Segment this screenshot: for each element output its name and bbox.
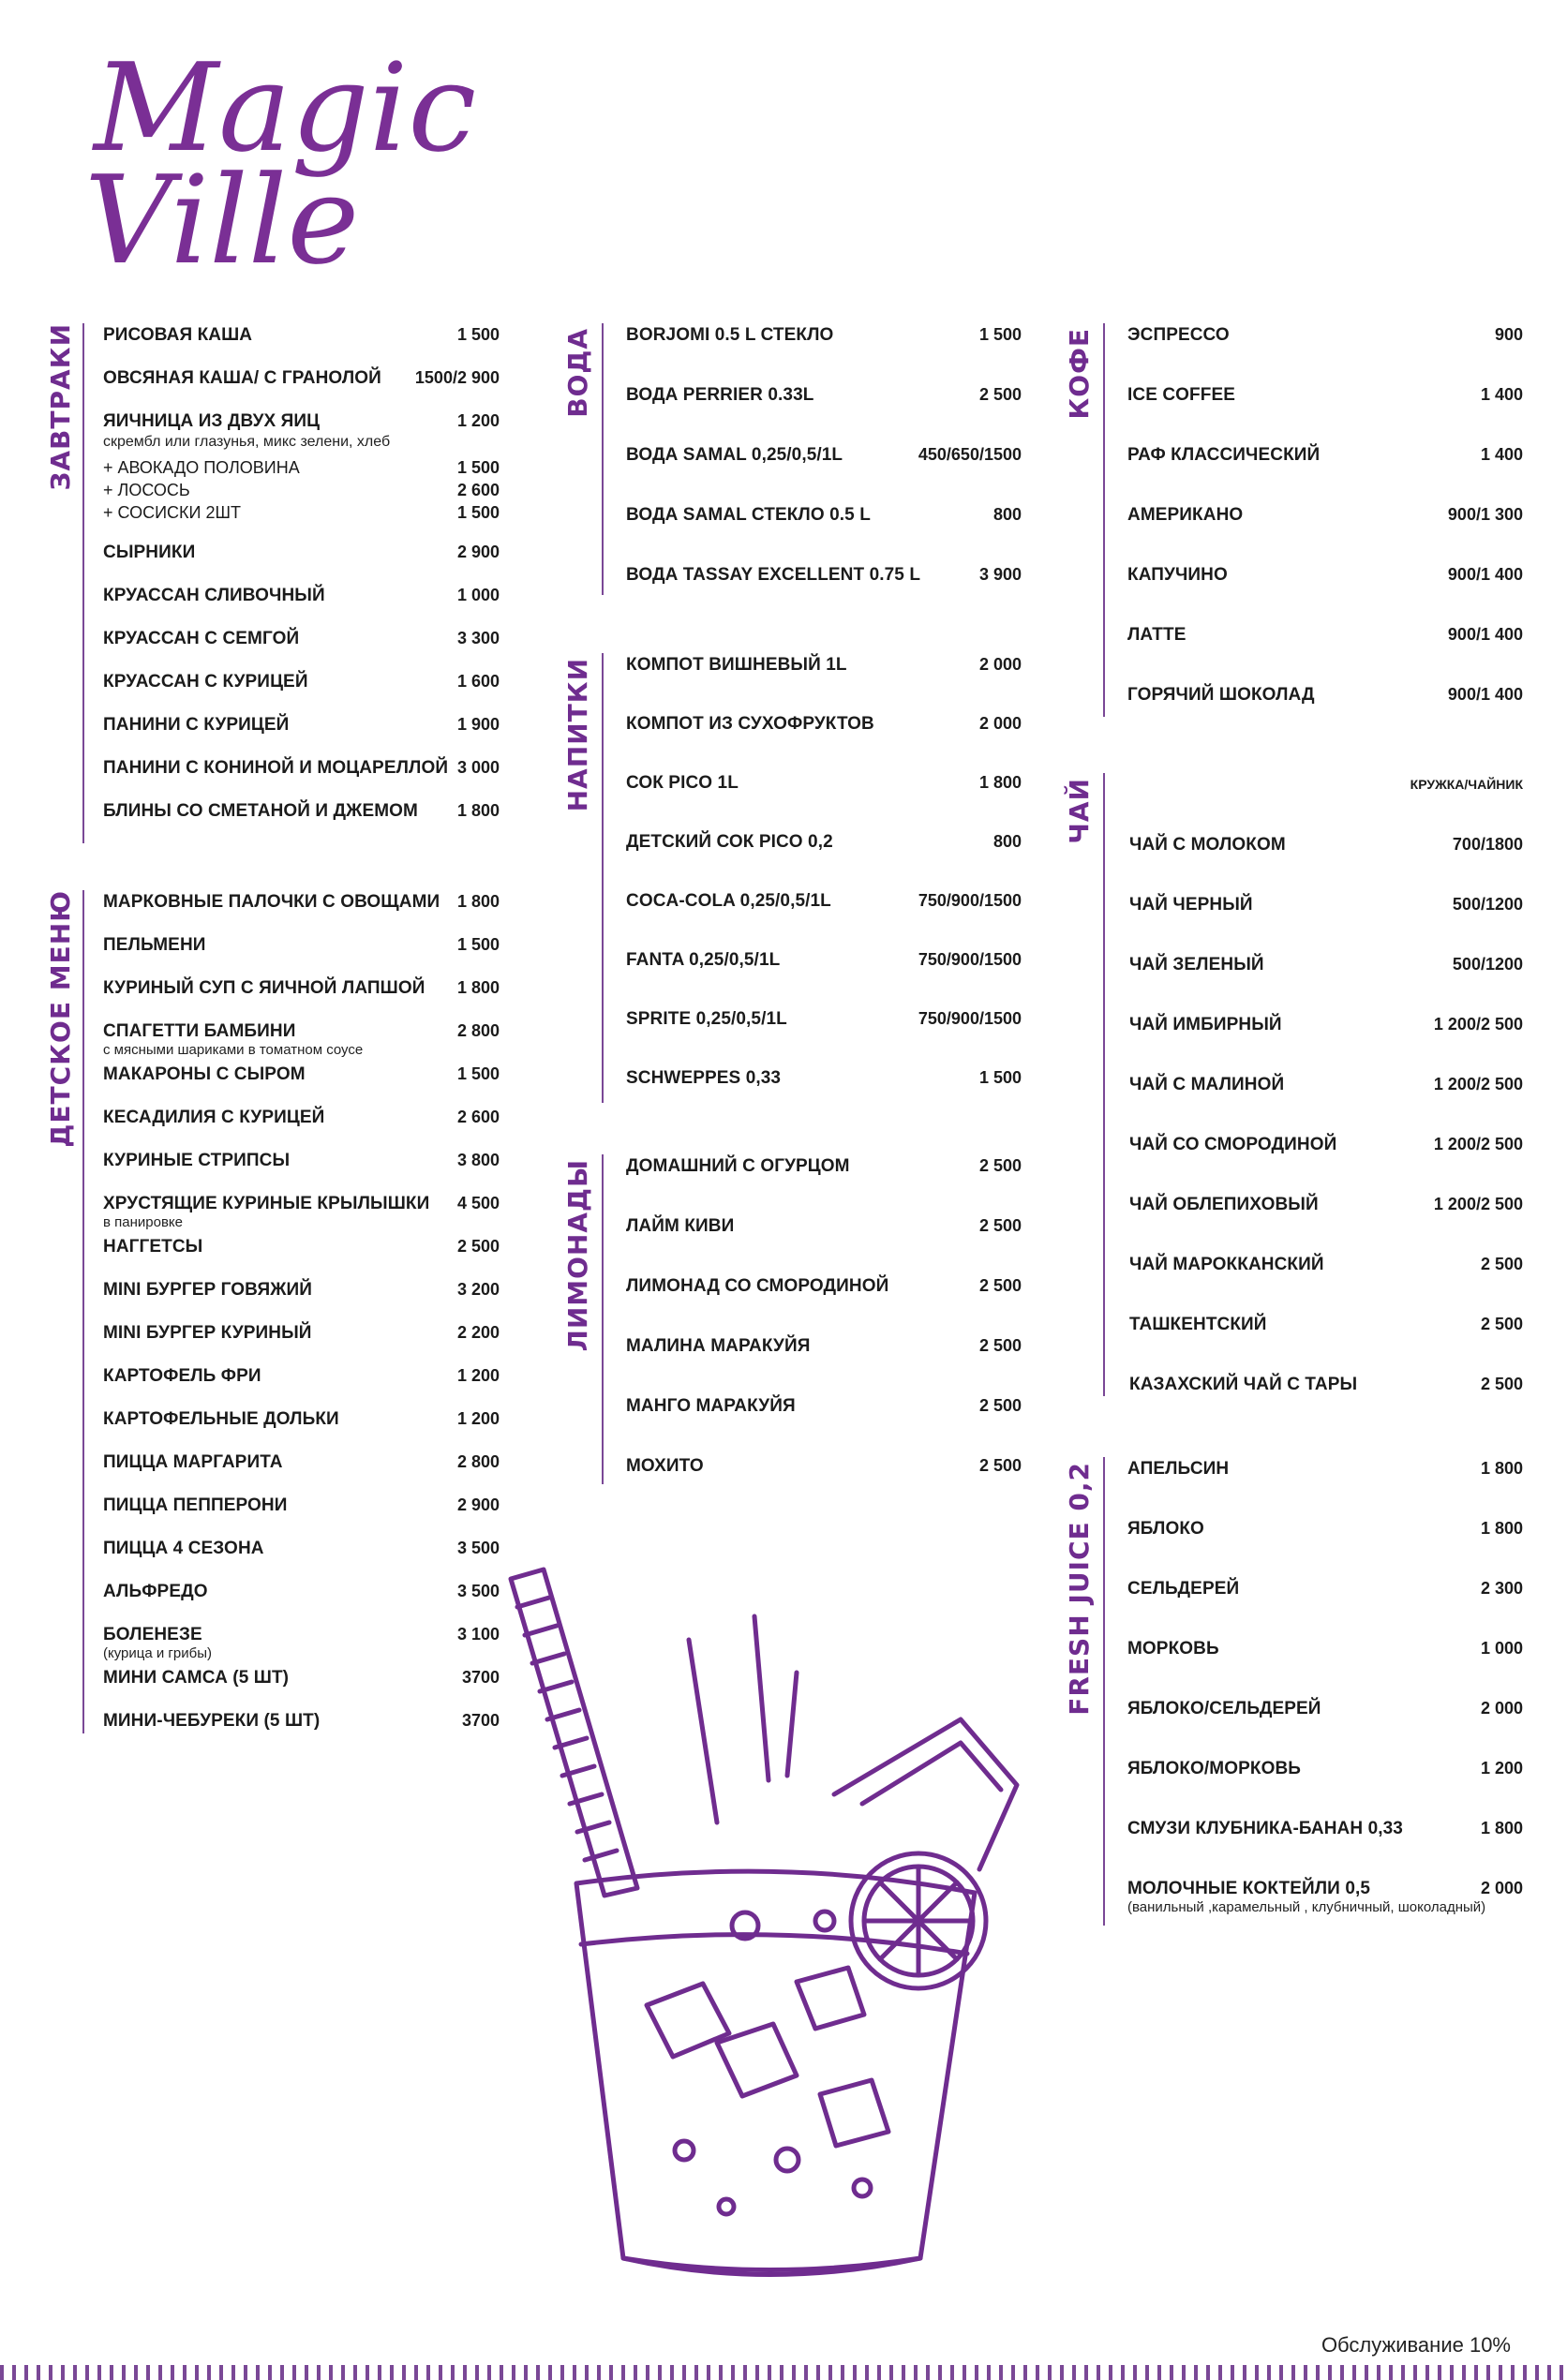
menu-item: ТАШКЕНТСКИЙ 2 500 [1129,1315,1523,1334]
menu-item: ВОДА SAMAL 0,25/0,5/1L 450/650/1500 [626,445,1022,465]
menu-item: ЯБЛОКО 1 800 [1127,1519,1523,1539]
menu-item: COCA-COLA 0,25/0,5/1L 750/900/1500 [626,891,1022,911]
section-breakfast [45,323,500,843]
menu-addon: + АВОКАДО ПОЛОВИНА 1 500 [103,458,500,477]
menu-item: MINI БУРГЕР ГОВЯЖИЙ 3 200 [103,1280,500,1300]
menu-item: МАНГО МАРАКУЙЯ 2 500 [626,1396,1022,1416]
menu-item: КРУАССАН С СЕМГОЙ 3 300 [103,629,500,648]
magic-ville-logo [75,37,477,291]
menu-item: МОРКОВЬ 1 000 [1127,1639,1523,1659]
section-tea [1064,773,1523,1396]
menu-item: ЧАЙ ИМБИРНЫЙ 1 200/2 500 [1129,1015,1523,1034]
menu-item: БОЛЕНЕЗЕ 3 100 (курица и грибы) [103,1625,500,1661]
menu-item: ЧАЙ МАРОККАНСКИЙ 2 500 [1129,1255,1523,1274]
section-divider-drinks [602,653,604,1103]
menu-item: ICE COFFEE 1 400 [1127,385,1523,405]
menu-item: КРУАССАН С КУРИЦЕЙ 1 600 [103,672,500,692]
section-title-kids-menu: ДЕТСКОЕ МЕНЮ [45,890,76,1148]
menu-item: ПИЦЦА МАРГАРИТА 2 800 [103,1452,500,1472]
section-kids-menu [45,890,500,1733]
menu-item: ЧАЙ ЗЕЛЕНЫЙ 500/1200 [1129,955,1523,974]
menu-item: ХРУСТЯЩИЕ КУРИНЫЕ КРЫЛЫШКИ 4 500 в панировке [103,1194,500,1230]
menu-item: КУРИНЫЕ СТРИПСЫ 3 800 [103,1151,500,1170]
menu-item: ЧАЙ ЧЕРНЫЙ 500/1200 [1129,895,1523,915]
menu-item: ЛАЙМ КИВИ 2 500 [626,1216,1022,1236]
tea-size-hint: КРУЖКА/ЧАЙНИК [1410,777,1523,792]
section-fresh-juice [1064,1457,1523,1930]
menu-item: ЧАЙ СО СМОРОДИНОЙ 1 200/2 500 [1129,1135,1523,1154]
menu-item: ЧАЙ С МАЛИНОЙ 1 200/2 500 [1129,1075,1523,1094]
menu-item: МОЛОЧНЫЕ КОКТЕЙЛИ 0,5 2 000 (ванильный ,карамельный , клубничный, шоколадный) [1127,1879,1523,1915]
menu-item: ПИЦЦА 4 СЕЗОНА 3 500 [103,1539,500,1558]
section-lemonades [562,1154,1022,1484]
menu-item: МАЛИНА МАРАКУЙЯ 2 500 [626,1336,1022,1356]
menu-item: КОМПОТ ИЗ СУХОФРУКТОВ 2 000 [626,714,1022,734]
section-water [562,323,1022,595]
menu-item: МАРКОВНЫЕ ПАЛОЧКИ С ОВОЩАМИ 1 800 [103,892,500,912]
menu-item: БЛИНЫ СО СМЕТАНОЙ И ДЖЕМОМ 1 800 [103,801,500,821]
menu-item: ВОДА PERRIER 0.33L 2 500 [626,385,1022,405]
menu-item: КЕСАДИЛИЯ С КУРИЦЕЙ 2 600 [103,1108,500,1127]
menu-item: СОК PICO 1L 1 800 [626,773,1022,793]
menu-item: КРУАССАН СЛИВОЧНЫЙ 1 000 [103,586,500,605]
menu-item: КАРТОФЕЛЬНЫЕ ДОЛЬКИ 1 200 [103,1409,500,1429]
menu-item: КАПУЧИНО 900/1 400 [1127,565,1523,585]
menu-item: АПЕЛЬСИН 1 800 [1127,1459,1523,1479]
menu-item: КАРТОФЕЛЬ ФРИ 1 200 [103,1366,500,1386]
logo-line-1: Magic [94,37,477,179]
menu-item: ЧАЙ С МОЛОКОМ 700/1800 [1129,835,1523,855]
section-coffee [1064,323,1523,717]
menu-item: ЯБЛОКО/МОРКОВЬ 1 200 [1127,1759,1523,1778]
menu-item: НАГГЕТСЫ 2 500 [103,1237,500,1257]
menu-item: РАФ КЛАССИЧЕСКИЙ 1 400 [1127,445,1523,465]
menu-item: ЛАТТЕ 900/1 400 [1127,625,1523,645]
menu-item: КУРИНЫЙ СУП С ЯИЧНОЙ ЛАПШОЙ 1 800 [103,978,500,998]
section-divider-tea [1103,773,1105,1396]
menu-item: СПАГЕТТИ БАМБИНИ 2 800 с мясными шариками в томатном соусе [103,1021,500,1058]
menu-item: ПАНИНИ С КОНИНОЙ И МОЦАРЕЛЛОЙ 3 000 [103,758,500,778]
cocktail-illustration [487,1551,1068,2300]
section-title-tea: ЧАЙ [1064,778,1095,844]
section-divider-breakfast [82,323,84,843]
menu-item: ЛИМОНАД СО СМОРОДИНОЙ 2 500 [626,1276,1022,1296]
section-drinks [562,653,1022,1103]
menu-item: СЕЛЬДЕРЕЙ 2 300 [1127,1579,1523,1599]
menu-item: ВОДА TASSAY EXCELLENT 0.75 L 3 900 [626,565,1022,585]
section-title-coffee: КОФЕ [1064,328,1095,420]
menu-item: ЯБЛОКО/СЕЛЬДЕРЕЙ 2 000 [1127,1699,1523,1718]
menu-item: ЯИЧНИЦА ИЗ ДВУХ ЯИЦ 1 200 скрембл или глазунья, микс зелени, хлеб [103,411,500,450]
menu-item: МАКАРОНЫ С СЫРОМ 1 500 [103,1064,500,1084]
section-divider-lemonades [602,1154,604,1484]
menu-item: ГОРЯЧИЙ ШОКОЛАД 900/1 400 [1127,685,1523,705]
menu-item: МИНИ-ЧЕБУРЕКИ (5 ШТ) 3700 [103,1711,500,1731]
menu-item: АМЕРИКАНО 900/1 300 [1127,505,1523,525]
section-divider-coffee [1103,323,1105,717]
menu-item: MINI БУРГЕР КУРИНЫЙ 2 200 [103,1323,500,1343]
section-divider-fresh-juice [1103,1457,1105,1926]
menu-item: ПАНИНИ С КУРИЦЕЙ 1 900 [103,715,500,735]
decorative-border [0,2365,1567,2380]
menu-addon: + ЛОСОСЬ 2 600 [103,481,500,499]
menu-item: ПЕЛЬМЕНИ 1 500 [103,935,500,955]
menu-item: ДОМАШНИЙ С ОГУРЦОМ 2 500 [626,1156,1022,1176]
menu-item: СЫРНИКИ 2 900 [103,543,500,562]
menu-item: ОВСЯНАЯ КАША/ С ГРАНОЛОЙ 1500/2 900 [103,368,500,388]
section-divider-water [602,323,604,595]
service-charge-note: Обслуживание 10% [1321,2333,1511,2357]
menu-addon: + СОСИСКИ 2ШТ 1 500 [103,503,500,522]
menu-item: ПИЦЦА ПЕППЕРОНИ 2 900 [103,1495,500,1515]
section-title-lemonades: ЛИМОНАДЫ [562,1159,593,1352]
menu-item: РИСОВАЯ КАША 1 500 [103,325,500,345]
menu-item: ЭСПРЕССО 900 [1127,325,1523,345]
menu-item: СМУЗИ КЛУБНИКА-БАНАН 0,33 1 800 [1127,1819,1523,1838]
menu-item: ДЕТСКИЙ СОК PICO 0,2 800 [626,832,1022,852]
menu-item: BORJOMI 0.5 L СТЕКЛО 1 500 [626,325,1022,345]
menu-item: МИНИ САМСА (5 ШТ) 3700 [103,1668,500,1688]
menu-item: SCHWEPPES 0,33 1 500 [626,1068,1022,1088]
menu-item: МОХИТО 2 500 [626,1456,1022,1476]
menu-item: АЛЬФРЕДО 3 500 [103,1582,500,1601]
menu-item: КАЗАХСКИЙ ЧАЙ С ТАРЫ 2 500 [1129,1375,1523,1394]
section-title-water: ВОДА [562,328,593,418]
menu-item: FANTA 0,25/0,5/1L 750/900/1500 [626,950,1022,970]
section-title-breakfast: ЗАВТРАКИ [45,323,76,491]
menu-item: ЧАЙ ОБЛЕПИХОВЫЙ 1 200/2 500 [1129,1195,1523,1214]
menu-item: КОМПОТ ВИШНЕВЫЙ 1L 2 000 [626,655,1022,675]
menu-item: ВОДА SAMAL СТЕКЛО 0.5 L 800 [626,505,1022,525]
logo-line-2: Ville [84,149,360,291]
menu-item: SPRITE 0,25/0,5/1L 750/900/1500 [626,1009,1022,1029]
section-title-fresh-juice: FRESH JUICE 0,2 [1064,1462,1095,1716]
section-title-drinks: НАПИТКИ [562,658,593,812]
section-divider-kids-menu [82,890,84,1733]
